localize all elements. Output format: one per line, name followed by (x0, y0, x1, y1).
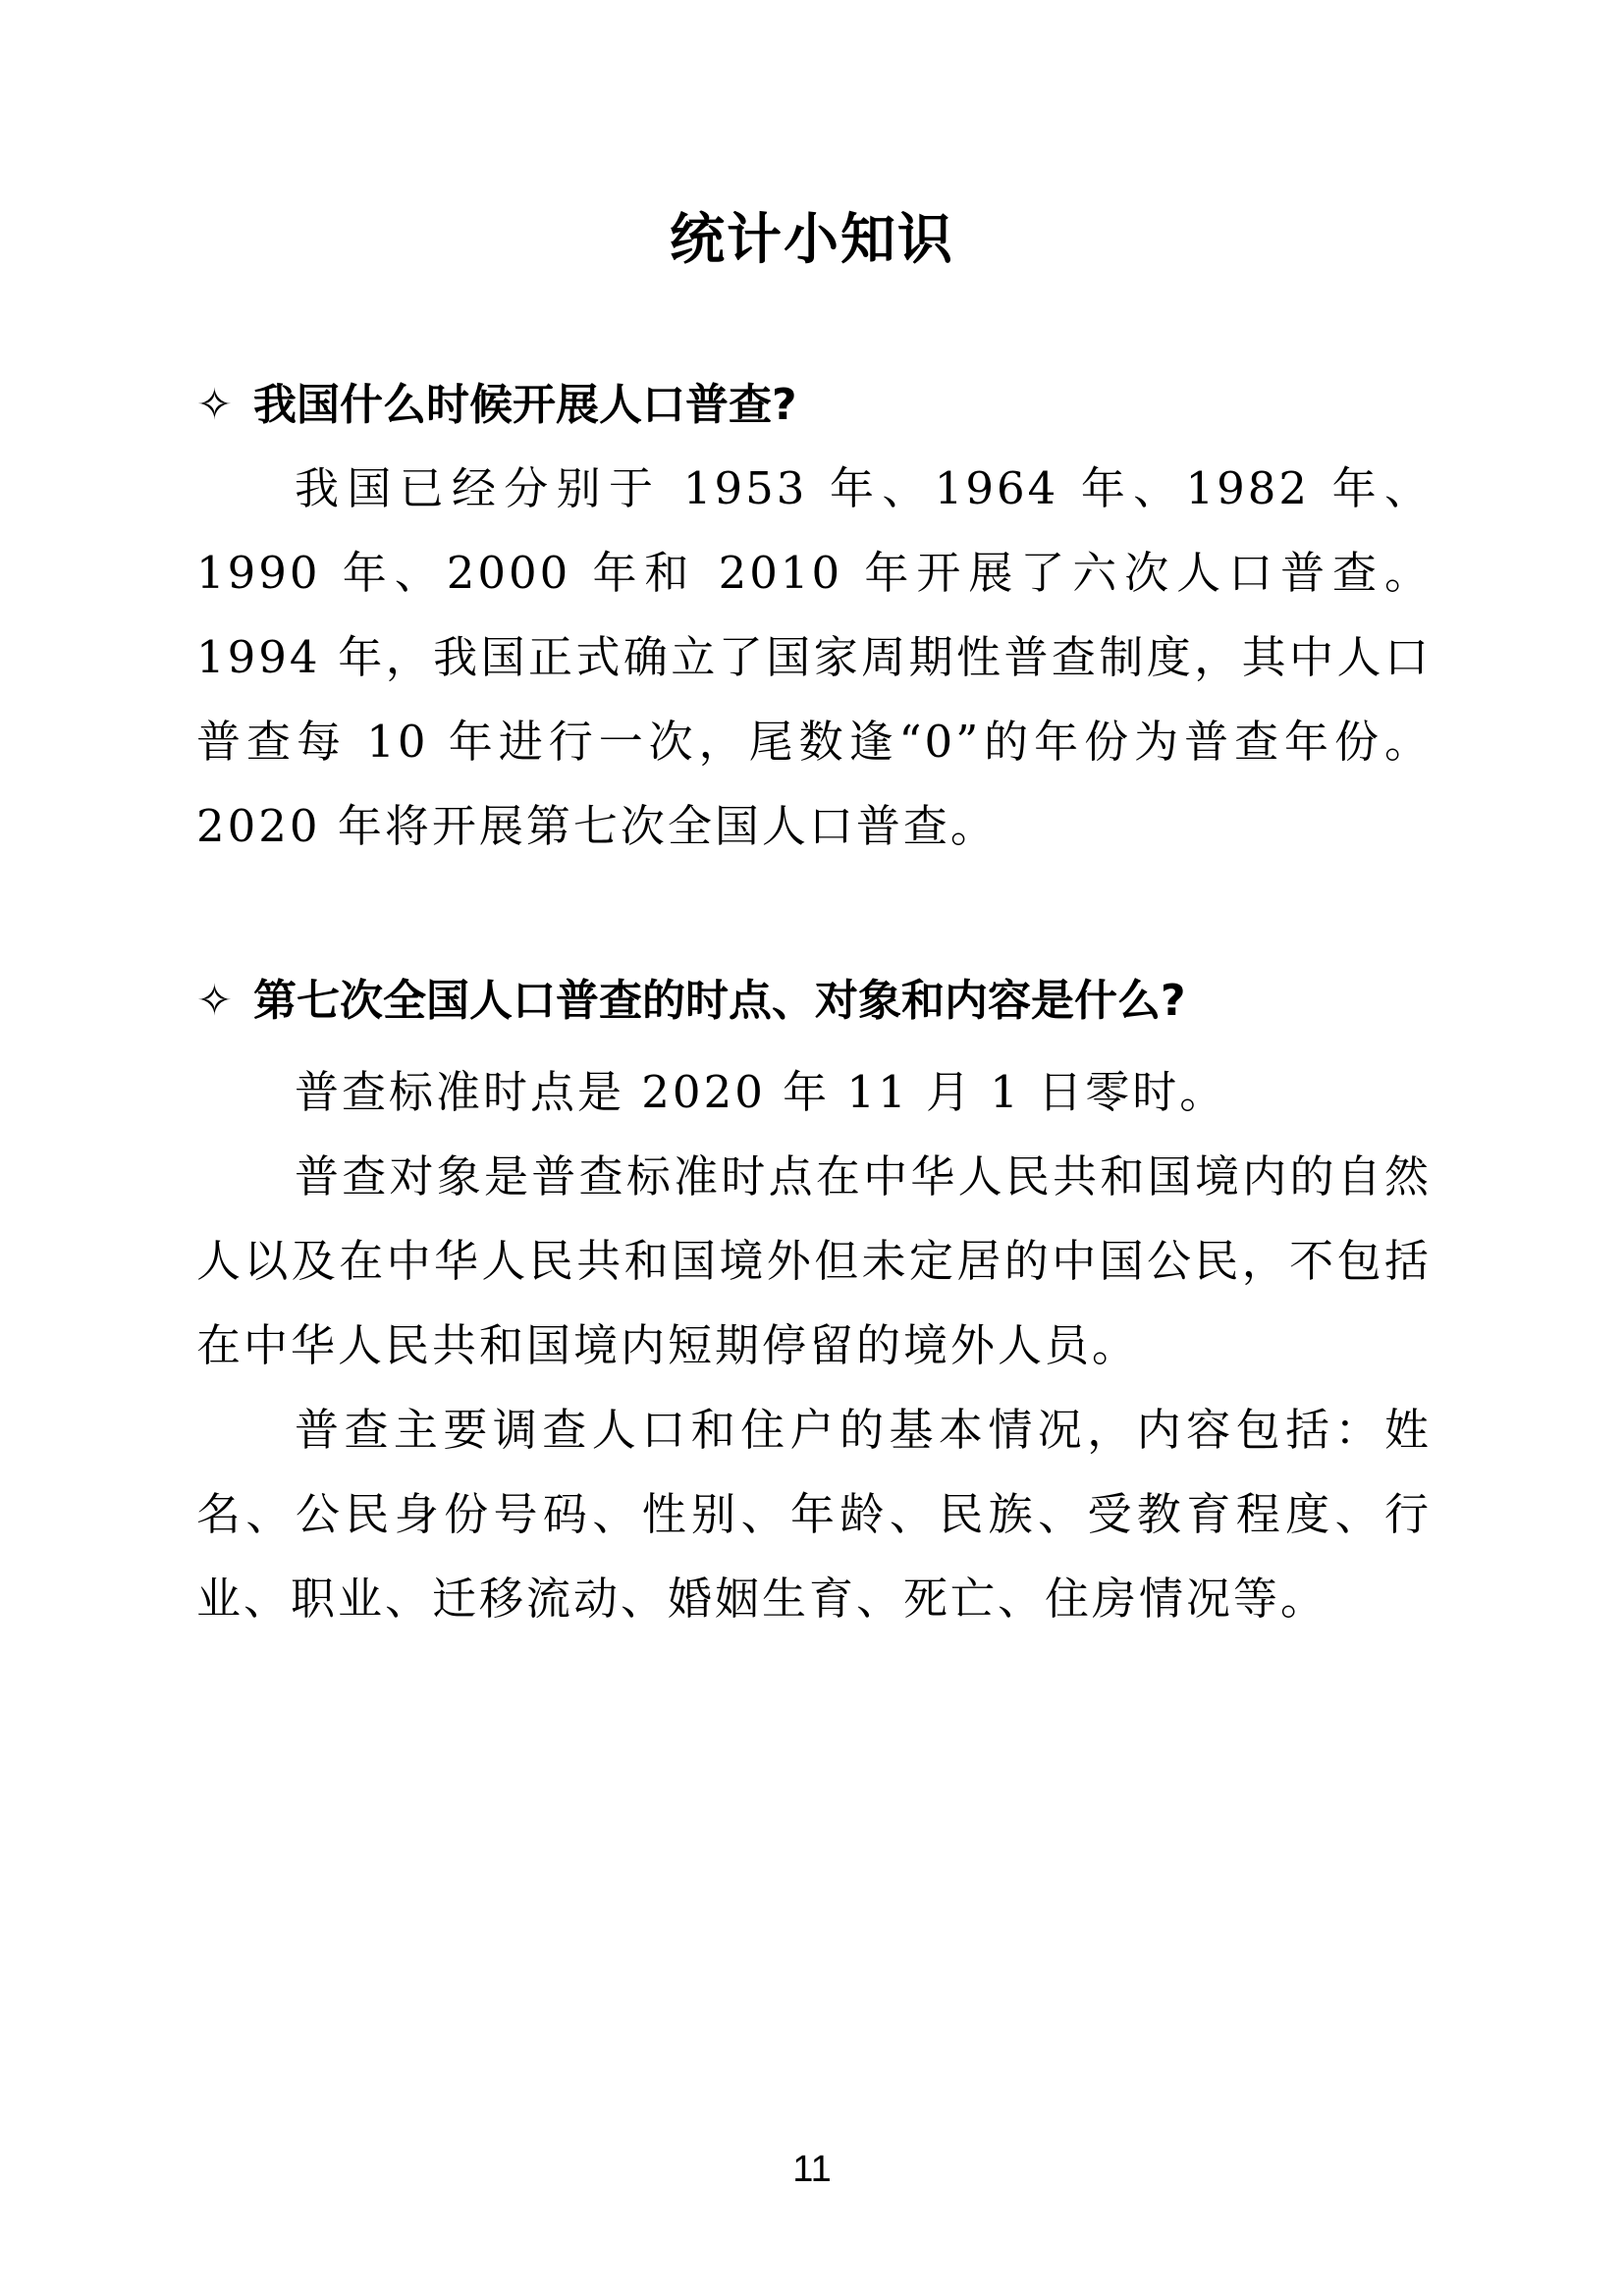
section-1-paragraph-1: 我国已经分别于 1953 年、1964 年、1982 年、1990 年、2000 年和 2010 年开展了六次人口普查。1994 年，我国正式确立了国家周期性普查制度，其中人口普查每 10 年进行一次，尾数逢“0”的年份为普查年份。2020 年将开展第七次全国人口普查。 (196, 462, 1432, 852)
section-heading-1 (196, 376, 1463, 435)
section-heading-2 (196, 972, 1463, 1031)
diamond-star-icon: ✧ (196, 380, 233, 430)
section-heading-text: 第七次全国人口普查的时点、对象和内容是什么? (253, 976, 1186, 1026)
section-2-paragraph-3: 普查主要调查人口和住户的基本情况，内容包括：姓名、公民身份号码、性别、年龄、民族、受教育程度、行业、职业、迁移流动、婚姻生育、死亡、住房情况等。 (196, 1404, 1432, 1625)
section-2-paragraph-1: 普查标准时点是 2020 年 11 月 1 日零时。 (295, 1066, 1227, 1118)
page-number: 11 (792, 2149, 832, 2190)
section-heading-text: 我国什么时候开展人口普查? (253, 380, 797, 430)
page-title: 统计小知识 (670, 208, 954, 272)
section-2-paragraph-2: 普查对象是普查标准时点在中华人民共和国境内的自然人以及在中华人民共和国境外但未定居的中国公民，不包括在中华人民共和国境内短期停留的境外人员。 (196, 1150, 1432, 1371)
diamond-star-icon: ✧ (196, 976, 233, 1026)
